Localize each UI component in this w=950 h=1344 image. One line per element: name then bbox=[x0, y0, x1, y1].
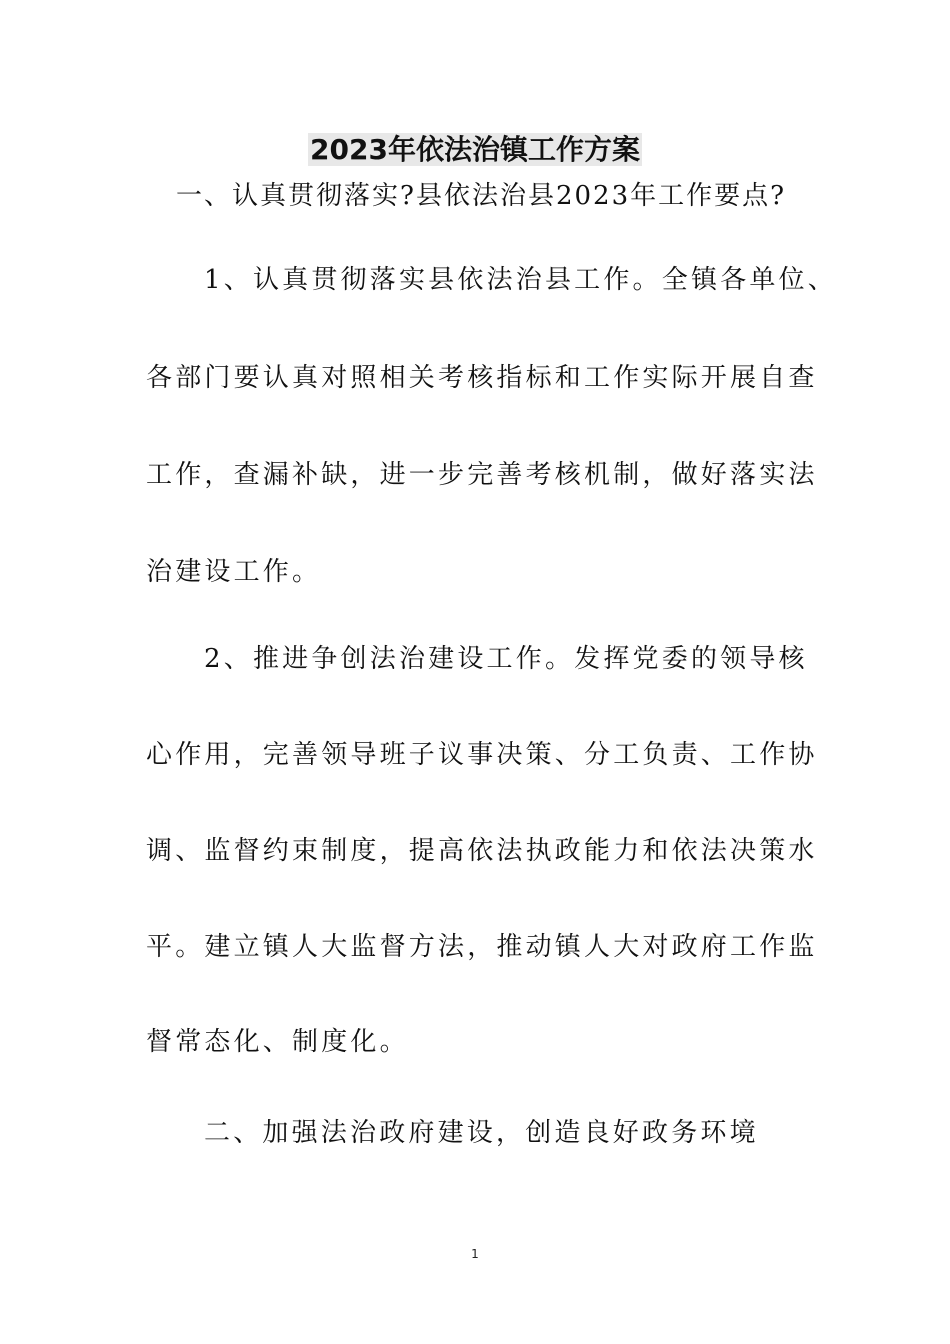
document-title bbox=[0, 128, 950, 172]
section-heading-2: 二、加强法治政府建设，创造良好政务环境 bbox=[204, 1118, 759, 1148]
paragraph-line: 心作用，完善领导班子议事决策、分工负责、工作协 bbox=[146, 740, 818, 770]
document-title-text: 2023年依法治镇工作方案 bbox=[310, 133, 640, 166]
paragraph-line: 工作，查漏补缺，进一步完善考核机制，做好落实法 bbox=[146, 460, 818, 490]
paragraph-line: 平。建立镇人大监督方法，推动镇人大对政府工作监 bbox=[146, 932, 818, 962]
paragraph-line: 督常态化、制度化。 bbox=[146, 1027, 409, 1057]
paragraph-line: 2、推进争创法治建设工作。发挥党委的领导核 bbox=[204, 644, 808, 674]
paragraph-line: 调、监督约束制度，提高依法执政能力和依法决策水 bbox=[146, 836, 818, 866]
paragraph-line: 1、认真贯彻落实县依法治县工作。全镇各单位、 bbox=[204, 265, 837, 295]
paragraph-line: 各部门要认真对照相关考核指标和工作实际开展自查 bbox=[146, 363, 818, 393]
section-heading-1: 一、认真贯彻落实?县依法治县2023年工作要点? bbox=[176, 181, 787, 211]
page-number: 1 bbox=[471, 1247, 479, 1261]
paragraph-line: 治建设工作。 bbox=[146, 557, 322, 587]
